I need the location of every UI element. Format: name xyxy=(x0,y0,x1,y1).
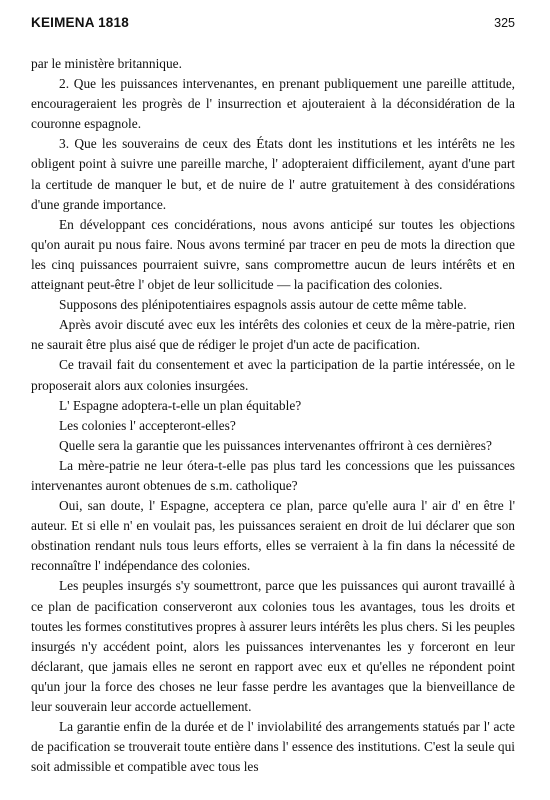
journal-title: KEIMENA 1818 xyxy=(31,15,129,30)
paragraph: Après avoir discuté avec eux les intérêts des colonies et ceux de la mère-patrie, rien ne saurait être plus aisé que de rédiger le projet d'un acte de pacification. xyxy=(31,317,515,353)
paragraph: En développant ces concidérations, nous avons anticipé sur toutes les objections qu'on aurait pu nous faire. Nous avons terminé par tracer en peu de mots la direction que les cinq puissances pourraient suivre, sans compromettre aucun de leurs intérêts et en atteignant peut-être l' objet de leur sollicitude — la pacification des colonies. xyxy=(31,216,515,293)
paragraph: Supposons des plénipotentiaires espagnols assis autour de cette même table. xyxy=(59,297,467,313)
paragraph: Quelle sera la garantie que les puissances intervenantes offriront à ces dernières? xyxy=(59,437,492,453)
paragraph: 3. Que les souverains de ceux des États dont les institutions et les intérêts ne les obligent point à suivre une pareille marche, l' adopteraient difficilement, ayant d'une part la certitude de manquer le but, et de nuire de l' autre gratuitement à des considérations d'une grande importance. xyxy=(31,136,515,212)
paragraph: Ce travail fait du consentement et avec la participation de la partie intéressée, on le proposerait alors aux colonies insurgées. xyxy=(31,357,515,393)
paragraph: 2. Que les puissances intervenantes, en prenant publiquement une pareille attitude, encourageraient les progrès de l' insurrection et ajouteraient à la déconsidération de la couronne espagnole. xyxy=(31,76,515,132)
body-text xyxy=(31,54,515,777)
page-number: 325 xyxy=(494,16,515,30)
paragraph: Les peuples insurgés s'y soumettront, parce que les puissances qui auront travaillé à ce plan de pacification conserveront aux colonies tous les avantages, tous les droits et toutes les formes constitutives propres à assurer leurs intérêts les plus chers. Si les peuples insurgés n'y accédent point, alors les puissances intervenantes les y forceront en leur déclarant, que jamais elles ne seront en rapport avec eux et qu'elles ne répondent point qu'un jour la force des choses ne leur fasse perdre les avantages que la bienveillance de leur souverain leur accorde actuellement. xyxy=(31,578,515,714)
paragraph: La mère-patrie ne leur ótera-t-elle pas plus tard les concessions que les puissances intervenantes auront obtenues de s.m. catholique? xyxy=(31,457,515,493)
running-header xyxy=(31,13,515,41)
paragraph: L' Espagne adoptera-t-elle un plan équitable? xyxy=(59,397,302,413)
paragraph: Les colonies l' accepteront-elles? xyxy=(59,417,236,433)
document-page xyxy=(31,13,515,775)
paragraph: Oui, san doute, l' Espagne, acceptera ce plan, parce qu'elle aura l' air d' en être l' auteur. Et si elle n' en voulait pas, les puissances seraient en droit de lui déclarer que son obstination rendant nuls tous leurs efforts, elles se verraient à la fin dans la nécessité de reconnaître l' indépendance des colonies. xyxy=(31,498,515,574)
paragraph: La garantie enfin de la durée et de l' inviolabilité des arrangements statués par l' acte de pacification se trouverait toute entière dans l' essence des institutions. C'est la seule qui soit admissible et compatible avec tous les xyxy=(31,719,515,775)
paragraph: par le ministère britannique. xyxy=(31,56,182,71)
